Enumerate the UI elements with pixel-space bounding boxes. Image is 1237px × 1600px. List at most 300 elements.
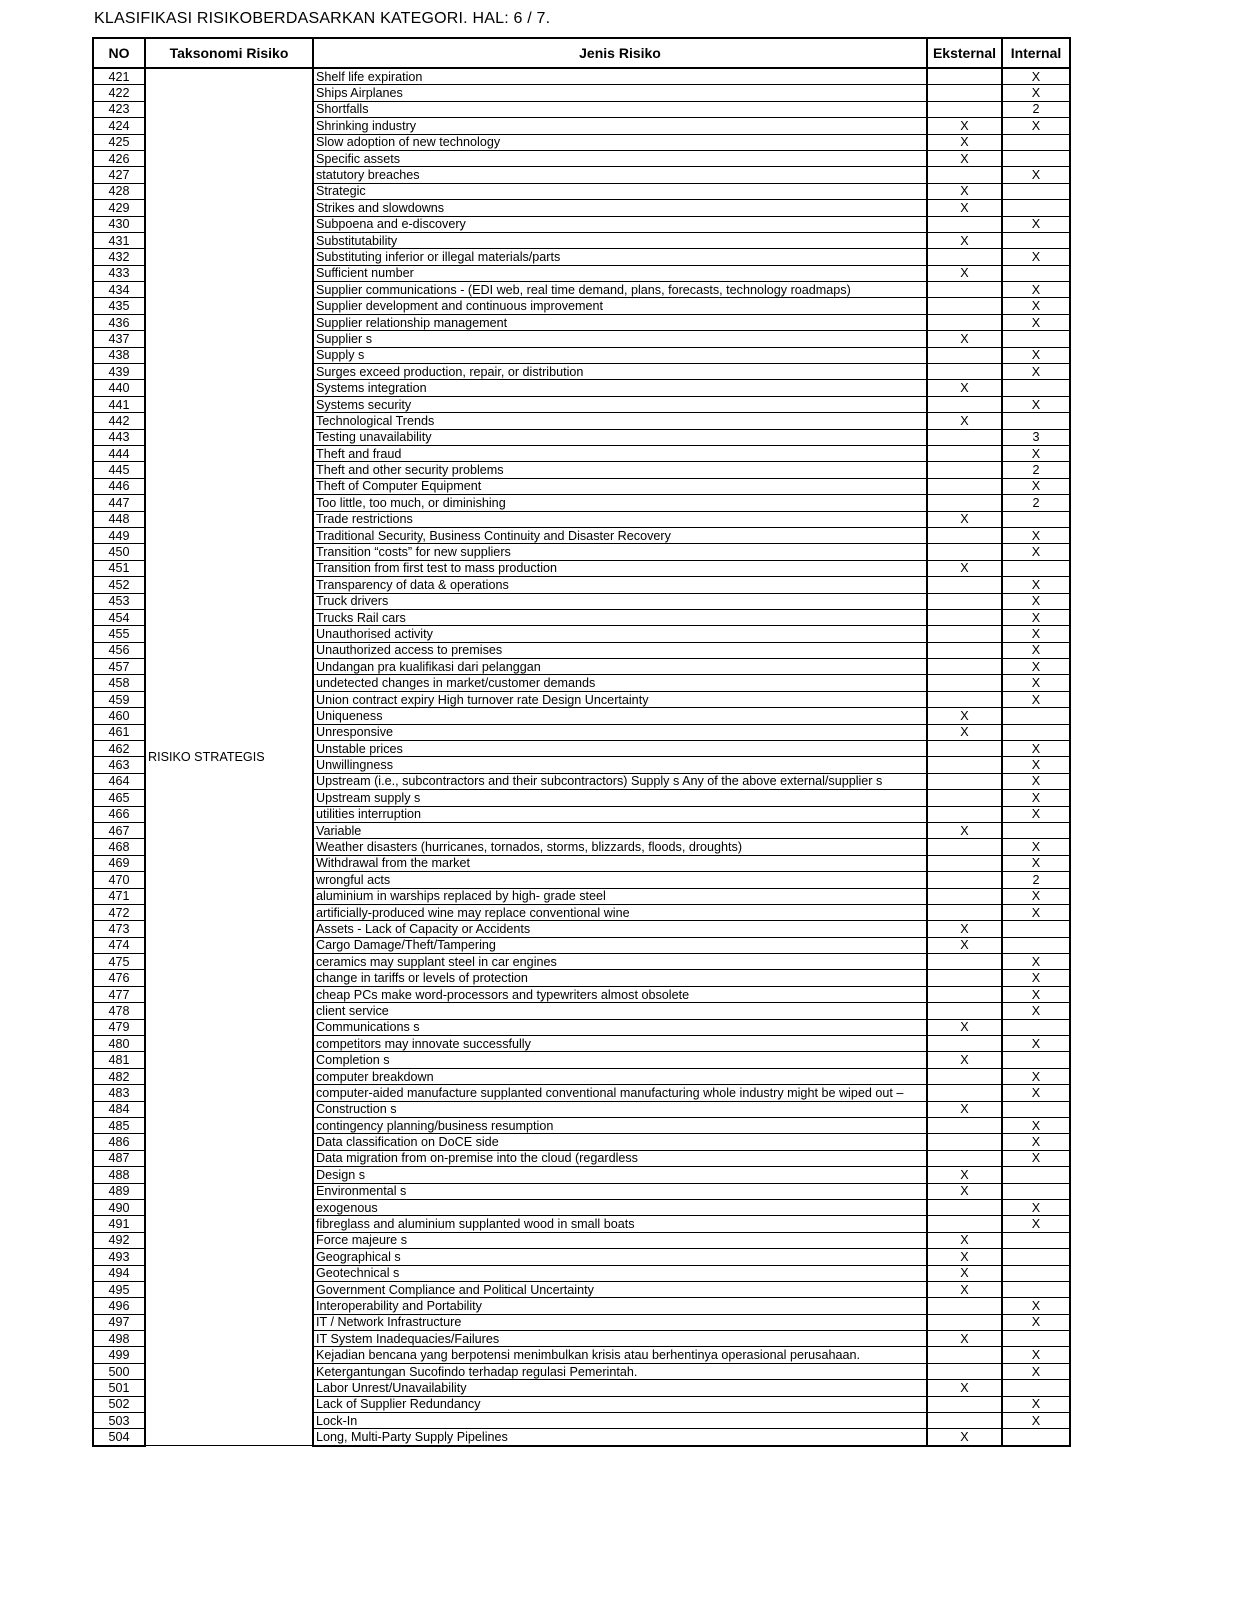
eksternal-mark: X <box>927 118 1002 134</box>
row-number: 424 <box>93 118 145 134</box>
internal-mark: X <box>1002 1413 1070 1429</box>
row-number: 500 <box>93 1363 145 1379</box>
eksternal-mark <box>927 495 1002 511</box>
internal-mark: 3 <box>1002 429 1070 445</box>
risk-type-cell: Supplier development and continuous improvement <box>313 298 927 314</box>
internal-mark: X <box>1002 855 1070 871</box>
internal-mark: X <box>1002 691 1070 707</box>
internal-mark <box>1002 1101 1070 1117</box>
eksternal-mark <box>927 1199 1002 1215</box>
eksternal-mark <box>927 1134 1002 1150</box>
eksternal-mark <box>927 347 1002 363</box>
eksternal-mark <box>927 167 1002 183</box>
internal-mark: X <box>1002 364 1070 380</box>
risk-type-cell: Too little, too much, or diminishing <box>313 495 927 511</box>
row-number: 502 <box>93 1396 145 1412</box>
risk-type-cell: statutory breaches <box>313 167 927 183</box>
header-internal: Internal <box>1002 38 1070 68</box>
eksternal-mark <box>927 1003 1002 1019</box>
risk-type-cell: Strategic <box>313 183 927 199</box>
row-number: 454 <box>93 609 145 625</box>
row-number: 475 <box>93 954 145 970</box>
header-no: NO <box>93 38 145 68</box>
internal-mark: X <box>1002 790 1070 806</box>
row-number: 455 <box>93 626 145 642</box>
internal-mark <box>1002 708 1070 724</box>
row-number: 478 <box>93 1003 145 1019</box>
eksternal-mark: X <box>927 708 1002 724</box>
row-number: 477 <box>93 986 145 1002</box>
risk-type-cell: Unauthorized access to premises <box>313 642 927 658</box>
risk-type-cell: Long, Multi-Party Supply Pipelines <box>313 1429 927 1446</box>
row-number: 443 <box>93 429 145 445</box>
row-number: 459 <box>93 691 145 707</box>
internal-mark <box>1002 1281 1070 1297</box>
row-number: 493 <box>93 1249 145 1265</box>
risk-type-cell: wrongful acts <box>313 872 927 888</box>
header-taxonomy: Taksonomi Risiko <box>145 38 313 68</box>
row-number: 463 <box>93 757 145 773</box>
eksternal-mark: X <box>927 1101 1002 1117</box>
row-number: 450 <box>93 544 145 560</box>
risk-type-cell: Weather disasters (hurricanes, tornados, storms, blizzards, floods, droughts) <box>313 839 927 855</box>
risk-type-cell: Variable <box>313 822 927 838</box>
risk-type-cell: Upstream (i.e., subcontractors and their subcontractors) Supply s Any of the above external/supplier s <box>313 773 927 789</box>
eksternal-mark <box>927 249 1002 265</box>
risk-type-cell: Construction s <box>313 1101 927 1117</box>
row-number: 464 <box>93 773 145 789</box>
row-number: 495 <box>93 1281 145 1297</box>
internal-mark: X <box>1002 773 1070 789</box>
internal-mark: X <box>1002 904 1070 920</box>
risk-type-cell: Supply s <box>313 347 927 363</box>
internal-mark: X <box>1002 314 1070 330</box>
internal-mark: X <box>1002 1036 1070 1052</box>
row-number: 497 <box>93 1314 145 1330</box>
internal-mark: X <box>1002 1298 1070 1314</box>
eksternal-mark: X <box>927 1019 1002 1035</box>
row-number: 496 <box>93 1298 145 1314</box>
internal-mark: X <box>1002 216 1070 232</box>
internal-mark: X <box>1002 282 1070 298</box>
risk-type-cell: Uniqueness <box>313 708 927 724</box>
risk-type-cell: utilities interruption <box>313 806 927 822</box>
row-number: 448 <box>93 511 145 527</box>
eksternal-mark <box>927 1314 1002 1330</box>
risk-type-cell: Specific assets <box>313 150 927 166</box>
risk-type-cell: Government Compliance and Political Uncertainty <box>313 1281 927 1297</box>
risk-type-cell: IT System Inadequacies/Failures <box>313 1331 927 1347</box>
row-number: 435 <box>93 298 145 314</box>
row-number: 499 <box>93 1347 145 1363</box>
risk-type-cell: Supplier communications - (EDI web, real time demand, plans, forecasts, technology roadmaps) <box>313 282 927 298</box>
risk-type-cell: competitors may innovate successfully <box>313 1036 927 1052</box>
row-number: 440 <box>93 380 145 396</box>
risk-type-cell: Unresponsive <box>313 724 927 740</box>
row-number: 437 <box>93 331 145 347</box>
risk-type-cell: Substitutability <box>313 232 927 248</box>
risk-type-cell: Interoperability and Portability <box>313 1298 927 1314</box>
eksternal-mark: X <box>927 937 1002 953</box>
row-number: 490 <box>93 1199 145 1215</box>
row-number: 481 <box>93 1052 145 1068</box>
eksternal-mark <box>927 216 1002 232</box>
internal-mark: X <box>1002 1314 1070 1330</box>
internal-mark: X <box>1002 806 1070 822</box>
row-number: 482 <box>93 1068 145 1084</box>
row-number: 492 <box>93 1232 145 1248</box>
eksternal-mark <box>927 527 1002 543</box>
risk-type-cell: Unauthorised activity <box>313 626 927 642</box>
internal-mark <box>1002 724 1070 740</box>
internal-mark <box>1002 200 1070 216</box>
row-number: 436 <box>93 314 145 330</box>
internal-mark: X <box>1002 1347 1070 1363</box>
row-number: 498 <box>93 1331 145 1347</box>
eksternal-mark: X <box>927 724 1002 740</box>
eksternal-mark <box>927 1118 1002 1134</box>
eksternal-mark <box>927 1396 1002 1412</box>
row-number: 471 <box>93 888 145 904</box>
eksternal-mark <box>927 659 1002 675</box>
row-number: 488 <box>93 1167 145 1183</box>
eksternal-mark <box>927 462 1002 478</box>
risk-type-cell: Lack of Supplier Redundancy <box>313 1396 927 1412</box>
internal-mark <box>1002 560 1070 576</box>
risk-type-cell: Truck drivers <box>313 593 927 609</box>
internal-mark: X <box>1002 675 1070 691</box>
internal-mark: X <box>1002 478 1070 494</box>
internal-mark <box>1002 1052 1070 1068</box>
eksternal-mark <box>927 970 1002 986</box>
eksternal-mark <box>927 101 1002 117</box>
internal-mark: X <box>1002 659 1070 675</box>
internal-mark: X <box>1002 1396 1070 1412</box>
eksternal-mark: X <box>927 413 1002 429</box>
internal-mark: 2 <box>1002 101 1070 117</box>
risk-type-cell: Communications s <box>313 1019 927 1035</box>
internal-mark: X <box>1002 741 1070 757</box>
risk-type-cell: Slow adoption of new technology <box>313 134 927 150</box>
row-number: 456 <box>93 642 145 658</box>
internal-mark: X <box>1002 396 1070 412</box>
taxonomy-cell: RISIKO STRATEGIS <box>145 68 313 1446</box>
risk-type-cell: Design s <box>313 1167 927 1183</box>
eksternal-mark <box>927 642 1002 658</box>
eksternal-mark: X <box>927 560 1002 576</box>
risk-type-cell: fibreglass and aluminium supplanted wood in small boats <box>313 1216 927 1232</box>
risk-table <box>92 37 1071 1447</box>
row-number: 428 <box>93 183 145 199</box>
risk-type-cell: Force majeure s <box>313 1232 927 1248</box>
risk-type-cell: Undangan pra kualifikasi dari pelanggan <box>313 659 927 675</box>
risk-type-cell: change in tariffs or levels of protection <box>313 970 927 986</box>
risk-type-cell: Supplier relationship management <box>313 314 927 330</box>
internal-mark: X <box>1002 1216 1070 1232</box>
row-number: 427 <box>93 167 145 183</box>
row-number: 423 <box>93 101 145 117</box>
internal-mark: X <box>1002 954 1070 970</box>
internal-mark <box>1002 1331 1070 1347</box>
risk-type-cell: aluminium in warships replaced by high- grade steel <box>313 888 927 904</box>
row-number: 467 <box>93 822 145 838</box>
risk-type-cell: Ships Airplanes <box>313 85 927 101</box>
eksternal-mark: X <box>927 150 1002 166</box>
risk-type-cell: Shrinking industry <box>313 118 927 134</box>
row-number: 426 <box>93 150 145 166</box>
risk-type-cell: artificially-produced wine may replace conventional wine <box>313 904 927 920</box>
eksternal-mark <box>927 1036 1002 1052</box>
internal-mark <box>1002 150 1070 166</box>
internal-mark: X <box>1002 1199 1070 1215</box>
risk-type-cell: Labor Unrest/Unavailability <box>313 1380 927 1396</box>
table-row <box>93 68 1070 85</box>
eksternal-mark <box>927 790 1002 806</box>
internal-mark: 2 <box>1002 495 1070 511</box>
internal-mark: X <box>1002 1003 1070 1019</box>
row-number: 442 <box>93 413 145 429</box>
row-number: 444 <box>93 445 145 461</box>
eksternal-mark <box>927 85 1002 101</box>
internal-mark: X <box>1002 986 1070 1002</box>
internal-mark <box>1002 1429 1070 1446</box>
eksternal-mark <box>927 364 1002 380</box>
internal-mark <box>1002 183 1070 199</box>
risk-type-cell: Lock-In <box>313 1413 927 1429</box>
eksternal-mark <box>927 1413 1002 1429</box>
internal-mark <box>1002 937 1070 953</box>
internal-mark <box>1002 134 1070 150</box>
eksternal-mark: X <box>927 511 1002 527</box>
internal-mark: X <box>1002 527 1070 543</box>
eksternal-mark: X <box>927 1249 1002 1265</box>
risk-type-cell: Unwillingness <box>313 757 927 773</box>
eksternal-mark: X <box>927 1281 1002 1297</box>
eksternal-mark: X <box>927 200 1002 216</box>
risk-type-cell: Kejadian bencana yang berpotensi menimbulkan krisis atau berhentinya operasional perusahaan. <box>313 1347 927 1363</box>
eksternal-mark: X <box>927 232 1002 248</box>
eksternal-mark <box>927 445 1002 461</box>
eksternal-mark <box>927 904 1002 920</box>
row-number: 472 <box>93 904 145 920</box>
row-number: 451 <box>93 560 145 576</box>
risk-type-cell: Geotechnical s <box>313 1265 927 1281</box>
eksternal-mark <box>927 298 1002 314</box>
risk-type-cell: Assets - Lack of Capacity or Accidents <box>313 921 927 937</box>
internal-mark: 2 <box>1002 462 1070 478</box>
eksternal-mark <box>927 757 1002 773</box>
row-number: 449 <box>93 527 145 543</box>
eksternal-mark: X <box>927 331 1002 347</box>
row-number: 487 <box>93 1150 145 1166</box>
row-number: 465 <box>93 790 145 806</box>
internal-mark <box>1002 1183 1070 1199</box>
eksternal-mark <box>927 544 1002 560</box>
risk-type-cell: Geographical s <box>313 1249 927 1265</box>
risk-type-cell: Upstream supply s <box>313 790 927 806</box>
internal-mark: X <box>1002 1085 1070 1101</box>
header-eksternal: Eksternal <box>927 38 1002 68</box>
eksternal-mark: X <box>927 1265 1002 1281</box>
row-number: 489 <box>93 1183 145 1199</box>
table-body <box>93 68 1070 1446</box>
internal-mark <box>1002 1167 1070 1183</box>
eksternal-mark: X <box>927 265 1002 281</box>
eksternal-mark <box>927 577 1002 593</box>
internal-mark: X <box>1002 298 1070 314</box>
risk-type-cell: Subpoena and e-discovery <box>313 216 927 232</box>
eksternal-mark <box>927 888 1002 904</box>
risk-type-cell: Sufficient number <box>313 265 927 281</box>
row-number: 470 <box>93 872 145 888</box>
eksternal-mark <box>927 954 1002 970</box>
table-header-row <box>93 38 1070 68</box>
row-number: 445 <box>93 462 145 478</box>
eksternal-mark <box>927 68 1002 85</box>
internal-mark <box>1002 511 1070 527</box>
internal-mark <box>1002 380 1070 396</box>
row-number: 468 <box>93 839 145 855</box>
eksternal-mark <box>927 429 1002 445</box>
eksternal-mark: X <box>927 1183 1002 1199</box>
row-number: 480 <box>93 1036 145 1052</box>
risk-type-cell: ceramics may supplant steel in car engines <box>313 954 927 970</box>
row-number: 432 <box>93 249 145 265</box>
internal-mark: X <box>1002 68 1070 85</box>
eksternal-mark <box>927 282 1002 298</box>
risk-type-cell: Ketergantungan Sucofindo terhadap regulasi Pemerintah. <box>313 1363 927 1379</box>
eksternal-mark <box>927 478 1002 494</box>
eksternal-mark: X <box>927 134 1002 150</box>
row-number: 473 <box>93 921 145 937</box>
eksternal-mark: X <box>927 183 1002 199</box>
internal-mark: X <box>1002 757 1070 773</box>
internal-mark <box>1002 1019 1070 1035</box>
header-jenis: Jenis Risiko <box>313 38 927 68</box>
internal-mark: X <box>1002 445 1070 461</box>
internal-mark <box>1002 822 1070 838</box>
eksternal-mark <box>927 691 1002 707</box>
eksternal-mark <box>927 593 1002 609</box>
row-number: 458 <box>93 675 145 691</box>
risk-type-cell: computer breakdown <box>313 1068 927 1084</box>
eksternal-mark <box>927 1068 1002 1084</box>
risk-type-cell: Theft and fraud <box>313 445 927 461</box>
internal-mark <box>1002 413 1070 429</box>
risk-type-cell: Withdrawal from the market <box>313 855 927 871</box>
internal-mark <box>1002 921 1070 937</box>
eksternal-mark: X <box>927 1331 1002 1347</box>
eksternal-mark <box>927 1216 1002 1232</box>
row-number: 425 <box>93 134 145 150</box>
eksternal-mark: X <box>927 380 1002 396</box>
risk-type-cell: Data migration from on-premise into the cloud (regardless <box>313 1150 927 1166</box>
row-number: 483 <box>93 1085 145 1101</box>
row-number: 430 <box>93 216 145 232</box>
eksternal-mark <box>927 1085 1002 1101</box>
risk-type-cell: Shelf life expiration <box>313 68 927 85</box>
row-number: 501 <box>93 1380 145 1396</box>
internal-mark: X <box>1002 118 1070 134</box>
internal-mark: X <box>1002 1150 1070 1166</box>
eksternal-mark: X <box>927 1429 1002 1446</box>
eksternal-mark <box>927 872 1002 888</box>
row-number: 469 <box>93 855 145 871</box>
internal-mark: X <box>1002 347 1070 363</box>
risk-type-cell: Unstable prices <box>313 741 927 757</box>
eksternal-mark <box>927 855 1002 871</box>
page-title: KLASIFIKASI RISIKOBERDASARKAN KATEGORI. HAL: 6 / 7. <box>94 10 551 27</box>
internal-mark: X <box>1002 642 1070 658</box>
risk-type-cell: Completion s <box>313 1052 927 1068</box>
internal-mark: X <box>1002 544 1070 560</box>
risk-type-cell: computer-aided manufacture supplanted conventional manufacturing whole industry might be wiped out – <box>313 1085 927 1101</box>
risk-type-cell: undetected changes in market/customer demands <box>313 675 927 691</box>
eksternal-mark <box>927 1150 1002 1166</box>
risk-type-cell: Systems integration <box>313 380 927 396</box>
eksternal-mark: X <box>927 1380 1002 1396</box>
eksternal-mark <box>927 609 1002 625</box>
row-number: 429 <box>93 200 145 216</box>
row-number: 486 <box>93 1134 145 1150</box>
risk-type-cell: Transition “costs” for new suppliers <box>313 544 927 560</box>
eksternal-mark <box>927 1347 1002 1363</box>
internal-mark: X <box>1002 626 1070 642</box>
row-number: 484 <box>93 1101 145 1117</box>
row-number: 474 <box>93 937 145 953</box>
risk-type-cell: Union contract expiry High turnover rate Design Uncertainty <box>313 691 927 707</box>
eksternal-mark <box>927 1363 1002 1379</box>
risk-type-cell: Trade restrictions <box>313 511 927 527</box>
risk-type-cell: Transparency of data & operations <box>313 577 927 593</box>
internal-mark: X <box>1002 167 1070 183</box>
row-number: 438 <box>93 347 145 363</box>
row-number: 453 <box>93 593 145 609</box>
risk-type-cell: Supplier s <box>313 331 927 347</box>
internal-mark: X <box>1002 839 1070 855</box>
row-number: 479 <box>93 1019 145 1035</box>
risk-type-cell: Environmental s <box>313 1183 927 1199</box>
row-number: 476 <box>93 970 145 986</box>
risk-type-cell: cheap PCs make word-processors and typewriters almost obsolete <box>313 986 927 1002</box>
row-number: 485 <box>93 1118 145 1134</box>
eksternal-mark <box>927 986 1002 1002</box>
eksternal-mark: X <box>927 1052 1002 1068</box>
eksternal-mark <box>927 773 1002 789</box>
eksternal-mark <box>927 314 1002 330</box>
risk-type-cell: Strikes and slowdowns <box>313 200 927 216</box>
risk-type-cell: Theft and other security problems <box>313 462 927 478</box>
internal-mark: X <box>1002 593 1070 609</box>
internal-mark <box>1002 1265 1070 1281</box>
risk-type-cell: Testing unavailability <box>313 429 927 445</box>
row-number: 431 <box>93 232 145 248</box>
internal-mark <box>1002 232 1070 248</box>
row-number: 462 <box>93 741 145 757</box>
row-number: 452 <box>93 577 145 593</box>
risk-type-cell: client service <box>313 1003 927 1019</box>
eksternal-mark <box>927 396 1002 412</box>
internal-mark: X <box>1002 577 1070 593</box>
risk-type-cell: Shortfalls <box>313 101 927 117</box>
row-number: 491 <box>93 1216 145 1232</box>
row-number: 439 <box>93 364 145 380</box>
eksternal-mark: X <box>927 921 1002 937</box>
internal-mark <box>1002 1232 1070 1248</box>
internal-mark: X <box>1002 1068 1070 1084</box>
risk-type-cell: Data classification on DoCE side <box>313 1134 927 1150</box>
eksternal-mark: X <box>927 822 1002 838</box>
